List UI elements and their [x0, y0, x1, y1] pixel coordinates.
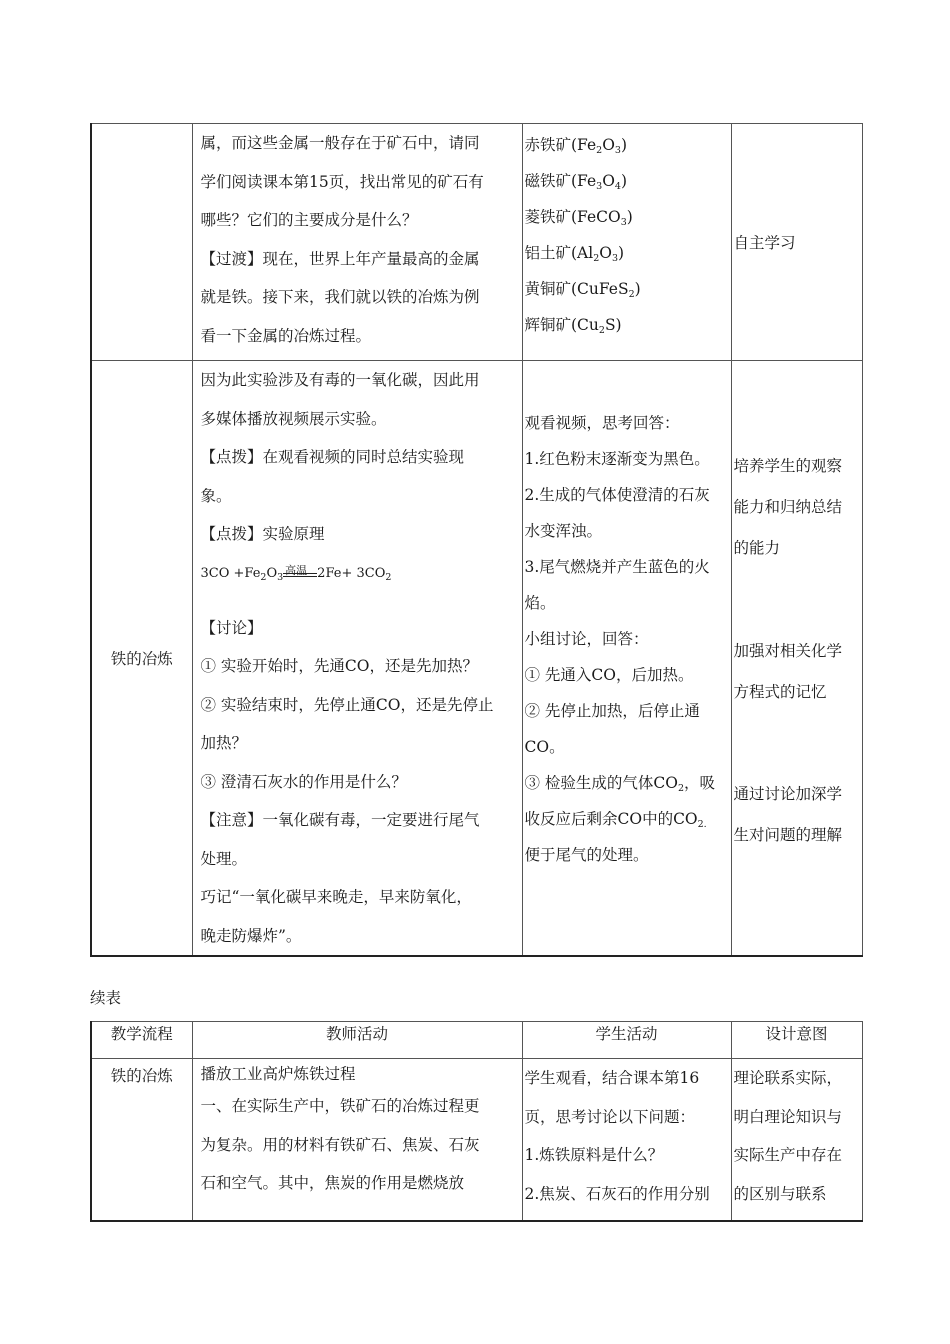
- subscript: 3: [614, 145, 621, 156]
- flow-text: 铁的冶炼: [110, 1067, 173, 1085]
- intent-block: [732, 361, 862, 951]
- text-line: ③ 澄清石灰水的作用是什么？: [200, 772, 407, 791]
- text-line: 因为此实验涉及有毒的一氧化碳，因此用: [200, 371, 480, 389]
- text-line: 页，思考讨论以下问题：: [524, 1107, 696, 1126]
- ore-text: ): [620, 172, 628, 190]
- subscript: 2: [596, 145, 603, 156]
- flow-cell: [91, 1059, 192, 1221]
- text-line: 焰。: [524, 594, 556, 612]
- intent-line: 方程式的记忆: [733, 683, 827, 701]
- text-line: 象。: [200, 486, 232, 505]
- text-line: ② 先停止加热，后停止通: [524, 702, 700, 720]
- text-line: 3.尾气燃烧并产生蓝色的火: [524, 558, 710, 576]
- intent-cell: [731, 361, 862, 957]
- text-line: 处理。: [200, 849, 248, 868]
- text-line: 学们阅读课本第15页，找出常见的矿石有: [200, 172, 484, 191]
- lesson-table-continued: [90, 123, 863, 957]
- ore-item: [525, 271, 731, 307]
- table-row: [91, 1059, 862, 1221]
- text-line: 晚走防爆炸”。: [200, 926, 302, 945]
- text-line: 1.炼铁原料是什么？: [524, 1146, 664, 1164]
- text-line: ① 实验开始时，先通CO，还是先加热？: [200, 657, 478, 675]
- text-line: 2.生成的气体使澄清的石灰: [524, 486, 710, 504]
- text-line: 一、在实际生产中，铁矿石的冶炼过程更: [200, 1097, 480, 1115]
- table-row: [91, 361, 862, 957]
- formula-text: O: [266, 565, 278, 581]
- intent-line: 生对问题的理解: [733, 826, 843, 844]
- condition-label: 高温: [285, 564, 308, 577]
- column-header: 学生活动: [522, 1022, 731, 1059]
- ore-item: [525, 235, 731, 271]
- subscript: 3: [596, 181, 603, 192]
- text-line: 【过渡】现在，世界上年产量最高的金属: [200, 249, 480, 268]
- equals-sign: [283, 573, 317, 577]
- answer-text: ，吸: [684, 774, 716, 792]
- text-line: 水变浑浊。: [524, 522, 603, 540]
- subscript: 4: [614, 181, 621, 192]
- text-line: CO。: [524, 738, 565, 756]
- subscript: 2: [593, 253, 600, 264]
- ore-item: [525, 307, 731, 343]
- table-row: [91, 124, 862, 361]
- subscript: 3: [611, 253, 619, 264]
- text-line: 观看视频，思考回答：: [524, 414, 680, 432]
- answer-text: 收反应后剩余CO中的CO: [524, 810, 698, 828]
- flow-cell-empty: [91, 124, 192, 361]
- text-line: 为复杂。用的材料有铁矿石、焦炭、石灰: [200, 1135, 480, 1154]
- ore-item: [525, 163, 731, 199]
- text-line: 实际生产中存在: [733, 1146, 843, 1164]
- text-line: 【讨论】: [200, 618, 263, 637]
- ore-text: ): [626, 208, 633, 226]
- intent-line: 通过讨论加深学: [733, 785, 843, 803]
- student-activity-cell: [522, 361, 731, 957]
- table-header-row: [91, 1022, 862, 1059]
- text-line: ① 先通入CO，后加热。: [524, 666, 694, 684]
- ore-text: ): [634, 280, 641, 298]
- text-line: 石和空气。其中，焦炭的作用是燃烧放: [200, 1174, 465, 1192]
- ore-text: 辉铜矿(Cu: [524, 316, 599, 334]
- intent-line: 培养学生的观察: [733, 457, 843, 475]
- column-header: 设计意图: [731, 1022, 862, 1059]
- chemical-equation: [201, 554, 520, 594]
- subscript: 2: [385, 571, 392, 583]
- text-line: 的区别与联系: [733, 1184, 827, 1203]
- intent-line: 的能力: [733, 539, 781, 557]
- ore-text: 赤铁矿(Fe: [524, 136, 597, 154]
- teacher-activity-cell: [192, 361, 522, 957]
- answer-text: ③ 检验生成的气体CO: [524, 774, 678, 792]
- column-header: 教师活动: [192, 1022, 522, 1059]
- ore-text: O: [602, 136, 615, 154]
- text-line: 学生观看，结合课本第16: [524, 1069, 700, 1087]
- ore-text: O: [599, 244, 612, 262]
- text-line: 小组讨论，回答：: [524, 630, 649, 648]
- text-line: 就是铁。接下来，我们就以铁的冶炼为例: [200, 288, 480, 306]
- formula-text: 3CO +Fe: [200, 565, 261, 581]
- subscript: 2: [598, 325, 605, 336]
- ore-text: O: [602, 172, 615, 190]
- subscript: 3: [277, 571, 284, 583]
- ore-text: 铝土矿(Al: [524, 244, 594, 262]
- text-line: 多媒体播放视频展示实验。: [200, 409, 387, 428]
- reaction-arrow: [283, 563, 317, 583]
- ore-text: 菱铁矿(FeCO: [524, 208, 621, 226]
- text-line: 2.焦炭、石灰石的作用分别: [524, 1184, 710, 1203]
- teacher-activity-cell: [192, 1059, 522, 1221]
- text-line: 明白理论知识与: [733, 1107, 843, 1126]
- ore-text: 磁铁矿(Fe: [524, 172, 597, 190]
- text-line: 【注意】一氧化碳有毒，一定要进行尾气: [200, 811, 480, 829]
- formula-text: 2Fe+ 3CO: [317, 565, 386, 581]
- subscript: 2: [678, 783, 685, 794]
- teacher-activity-cell: [192, 124, 522, 361]
- ore-text: ): [618, 244, 625, 262]
- student-activity-cell: [522, 1059, 731, 1221]
- text-line: 哪些？它们的主要成分是什么？: [200, 211, 418, 229]
- text-line: 1.红色粉末逐渐变为黑色。: [524, 450, 710, 468]
- ore-text: 黄铜矿(CuFeS: [524, 280, 629, 298]
- student-activity-cell: [522, 124, 731, 361]
- ore-text: ): [620, 136, 628, 154]
- ore-item: [525, 199, 731, 235]
- subscript: 2.: [697, 819, 707, 830]
- ore-item: [525, 127, 731, 163]
- intent-cell: [731, 124, 862, 361]
- intent-text: 自主学习: [733, 234, 796, 252]
- text-line: 看一下金属的冶炼过程。: [200, 326, 372, 345]
- ore-text: S): [604, 316, 622, 334]
- text-line: 理论联系实际，: [733, 1069, 843, 1087]
- text-line: [525, 801, 731, 837]
- text-line: 加热？: [200, 734, 248, 752]
- text-line: 属，而这些金属一般存在于矿石中，请同: [200, 134, 480, 152]
- column-header: 教学流程: [91, 1022, 192, 1059]
- intent-line: 能力和归纳总结: [733, 498, 843, 516]
- table-caption: 续表: [90, 989, 122, 1007]
- text-line: ② 实验结束时，先停止通CO，还是先停止: [200, 695, 494, 714]
- text-line: 【点拨】实验原理: [200, 525, 325, 543]
- subscript: 2: [260, 571, 267, 583]
- lesson-table: [90, 1021, 863, 1222]
- text-line: [525, 765, 731, 801]
- flow-cell: 铁的冶炼: [91, 361, 192, 957]
- text-line: 便于尾气的处理。: [524, 846, 649, 864]
- intent-line: 加强对相关化学: [733, 642, 843, 660]
- text-line: 巧记“一氧化碳早来晚走，早来防氧化，: [200, 888, 472, 906]
- text-line: 播放工业高炉炼铁过程: [200, 1065, 356, 1083]
- subscript: 2: [628, 289, 635, 300]
- text-line: 【点拨】在观看视频的同时总结实验现: [200, 448, 465, 466]
- intent-cell: [731, 1059, 862, 1221]
- subscript: 3: [620, 217, 627, 228]
